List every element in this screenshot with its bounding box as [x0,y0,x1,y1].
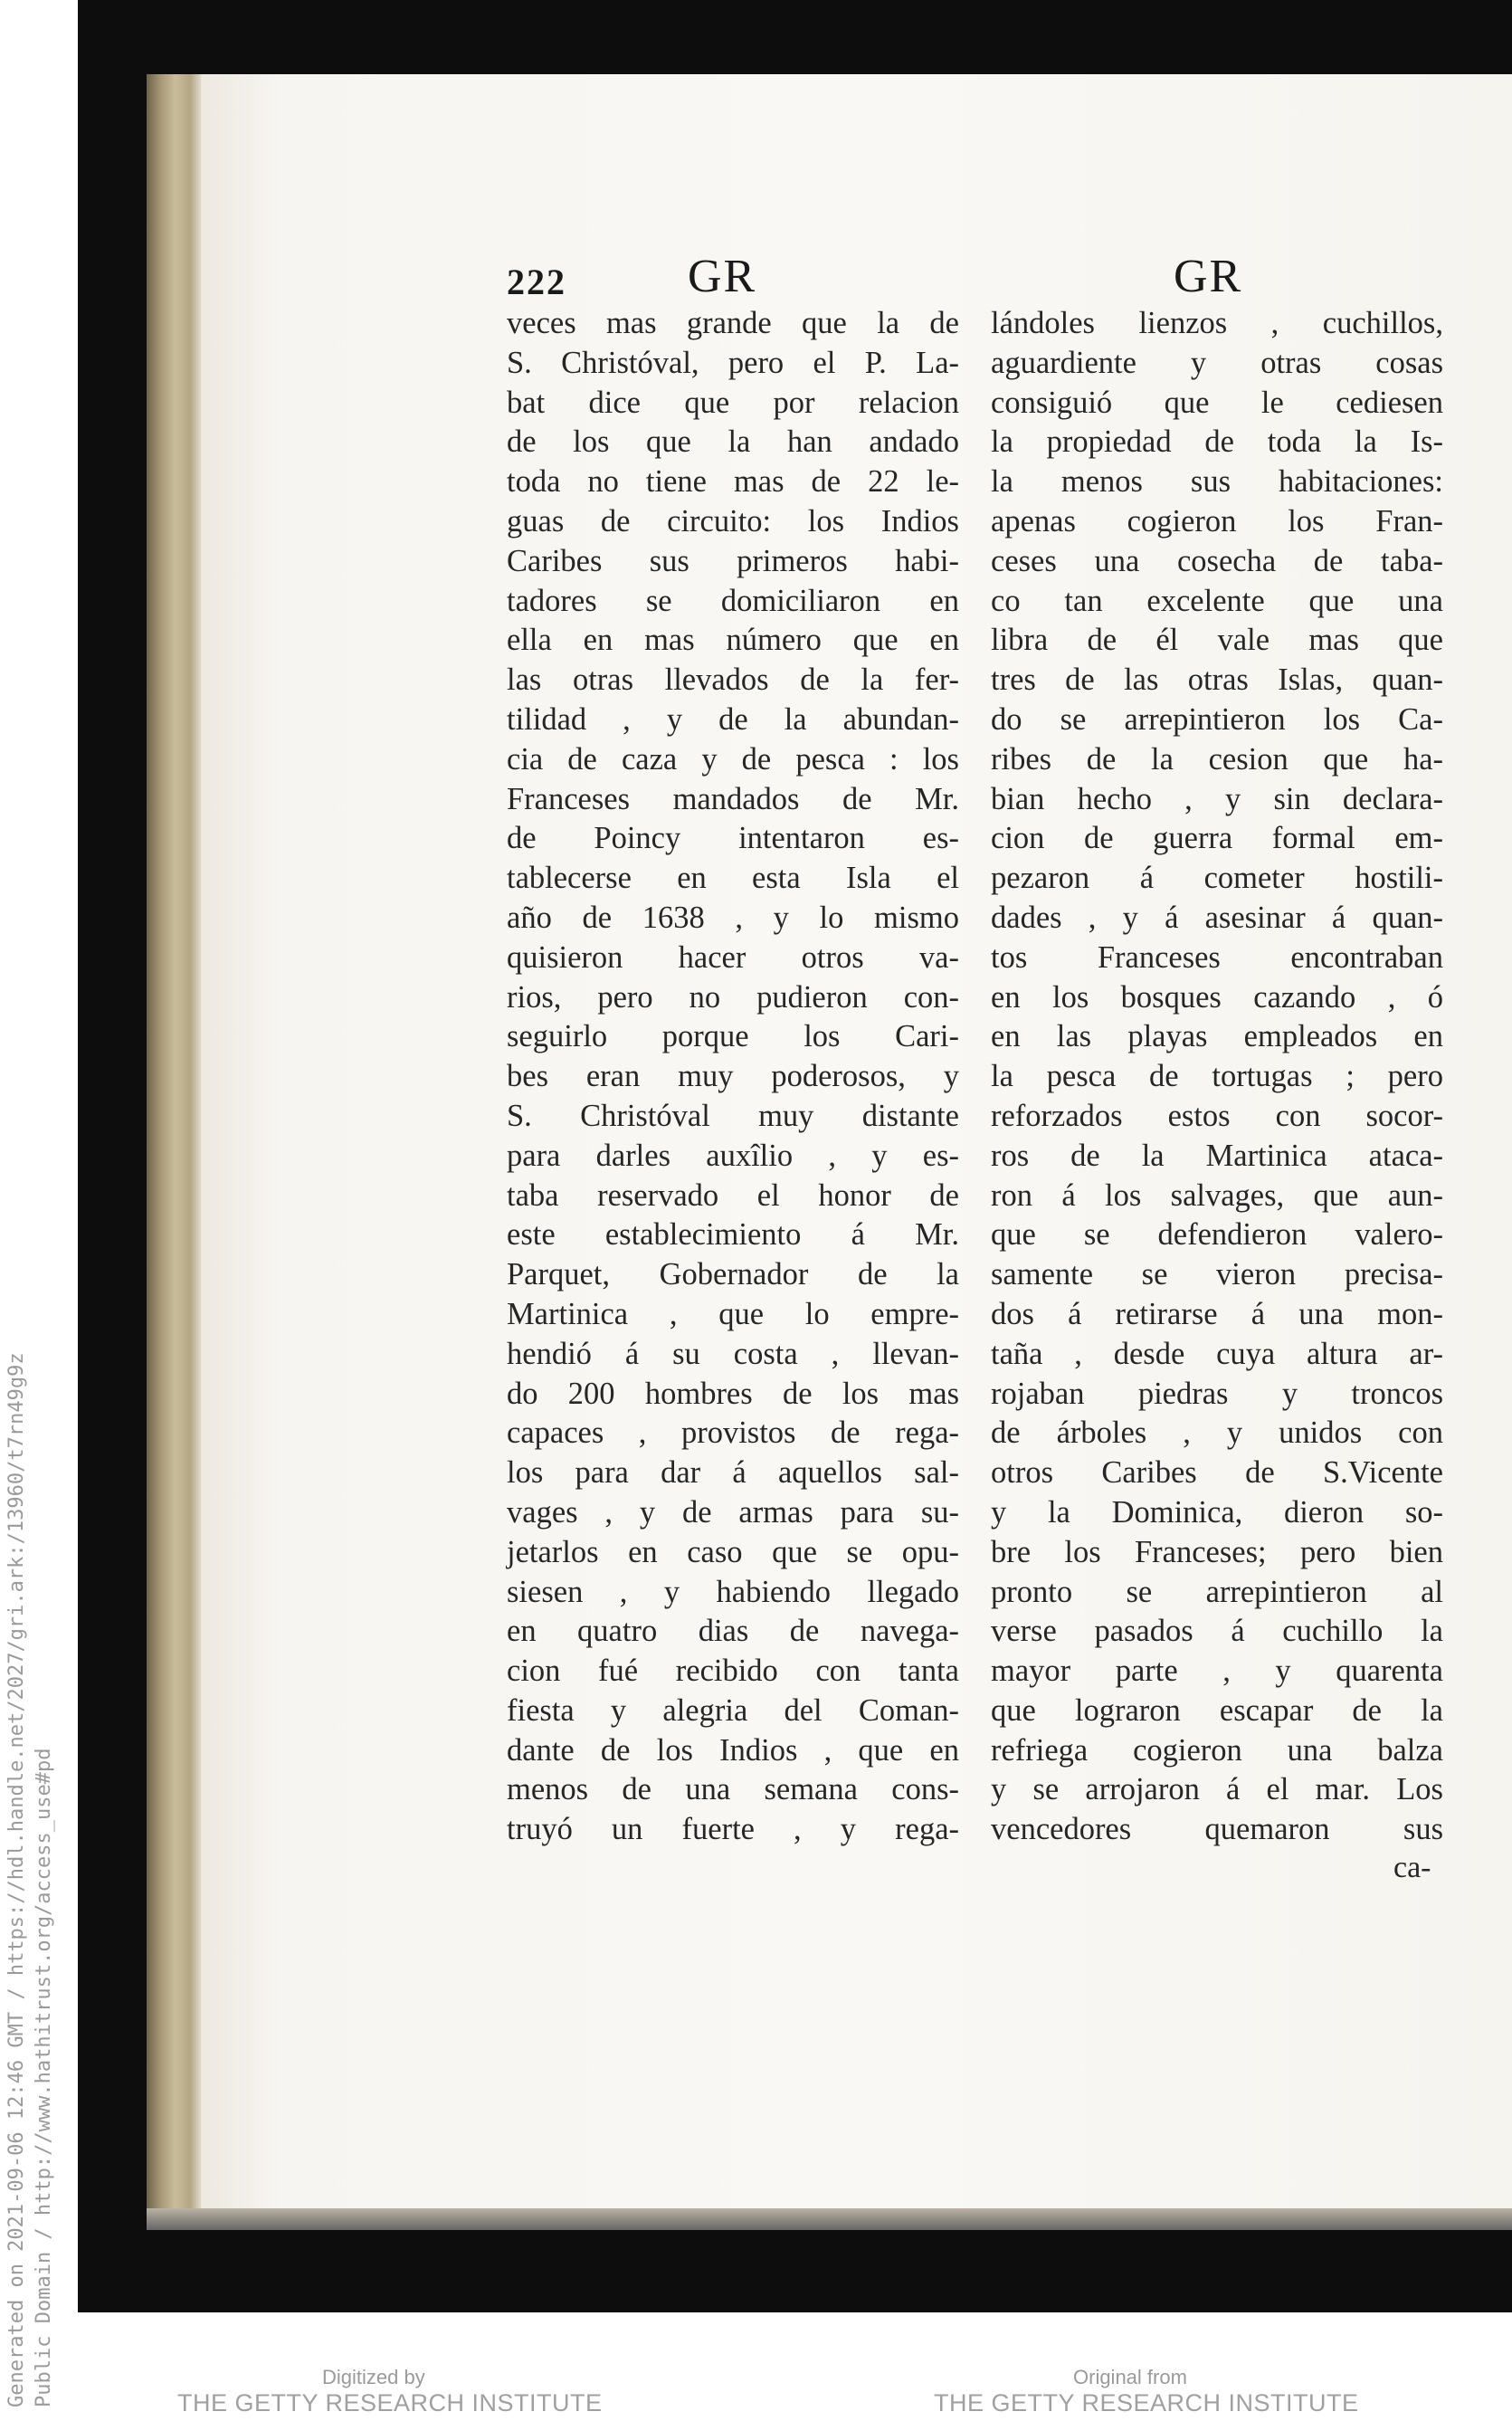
text-line: fiesta y alegria del Coman- [507,1692,959,1728]
text-line: las otras llevados de la fer- [507,662,959,698]
text-line: la menos sus habitaciones: [991,464,1443,500]
text-line: guas de circuito: los Indios [507,503,959,539]
digitized-by-label: Digitized by [322,2366,425,2388]
text-line: vencedores quemaron sus [991,1812,1443,1847]
text-line: rios, pero no pudieron con- [507,979,959,1015]
page-bottom-edge [147,2208,1512,2230]
watermark-text [4,1352,58,2407]
text-line: co tan excelente que una [991,583,1443,618]
text-line: Martinica , que lo empre- [507,1296,959,1331]
text-line: para darles auxîlio , y es- [507,1138,959,1173]
text-line: libra de él vale mas que [991,623,1443,658]
page-number: 222 [507,262,566,302]
text-line: rojaban piedras y troncos [991,1376,1443,1411]
text-line: y se arrojaron á el mar. Los [991,1772,1443,1807]
text-line: Caribes sus primeros habi- [507,543,959,578]
original-from-institution: THE GETTY RESEARCH INSTITUTE [934,2389,1359,2416]
text-line: vages , y de armas para su- [507,1494,959,1530]
text-line: truyó un fuerte , y rega- [507,1812,959,1847]
watermark-line-1: Generated on 2021-09-06 12:46 GMT / https://hdl.handle.net/2027/gri.ark:/13960/t7rn49g9z [5,1352,28,2407]
text-line: que se defendieron valero- [991,1217,1443,1253]
text-line: ron á los salvages, que aun- [991,1177,1443,1213]
watermark-line-2: Public Domain / http://www.hathitrust.org/access_use#pd [33,1748,55,2407]
text-line: tilidad , y de la abundan- [507,701,959,737]
text-line: quisieron hacer otros va- [507,939,959,975]
text-line: tos Franceses encontraban [991,939,1443,975]
text-line: pronto se arrepintieron al [991,1574,1443,1609]
text-line: dades , y á asesinar á quan- [991,900,1443,935]
text-line: toda no tiene mas de 22 le- [507,464,959,500]
text-line: año de 1638 , y lo mismo [507,900,959,935]
text-line: hendió á su costa , llevan- [507,1336,959,1371]
text-line: jetarlos en caso que se opu- [507,1534,959,1569]
text-line: S. Christóval, pero el P. La- [507,345,959,380]
text-line: siesen , y habiendo llegado [507,1574,959,1609]
text-line: seguirlo porque los Cari- [507,1019,959,1054]
text-line: tablecerse en esta Isla el [507,861,959,896]
text-line: bian hecho , y sin declara- [991,781,1443,816]
text-line: dante de los Indios , que en [507,1732,959,1768]
text-line: S. Christóval muy distante [507,1098,959,1133]
catchword: ca- [1393,1851,1431,1884]
original-from-label: Original from [1073,2366,1187,2388]
text-line: taña , desde cuya altura ar- [991,1336,1443,1371]
text-line: este establecimiento á Mr. [507,1217,959,1253]
text-line: menos de una semana cons- [507,1772,959,1807]
text-line: ceses una cosecha de taba- [991,543,1443,578]
text-line: cion de guerra formal em- [991,821,1443,856]
text-line: de árboles , y unidos con [991,1415,1443,1451]
text-line: veces mas grande que la de [507,306,959,340]
text-line: cion fué recibido con tanta [507,1654,959,1689]
running-head-left: GR [688,251,757,302]
text-line: Parquet, Gobernador de la [507,1257,959,1292]
text-line: en los bosques cazando , ó [991,979,1443,1015]
text-line: bre los Franceses; pero bien [991,1534,1443,1569]
text-line: pezaron á cometer hostili- [991,861,1443,896]
text-line: verse pasados á cuchillo la [991,1614,1443,1649]
text-line: samente se vieron precisa- [991,1257,1443,1292]
text-line: ella en mas número que en [507,623,959,658]
text-column-right [991,304,1443,1850]
text-line: la pesca de tortugas ; pero [991,1059,1443,1094]
text-line: que lograron escapar de la [991,1692,1443,1728]
text-line: apenas cogieron los Fran- [991,503,1443,539]
book-gutter [147,74,204,2228]
text-line: otros Caribes de S.Vicente [991,1455,1443,1491]
text-line: consiguió que le cediesen [991,385,1443,420]
text-line: en las playas empleados en [991,1019,1443,1054]
text-line: bes eran muy poderosos, y [507,1059,959,1094]
text-line: de Poincy intentaron es- [507,821,959,856]
digitized-by-institution: THE GETTY RESEARCH INSTITUTE [177,2389,603,2416]
text-line: ros de la Martinica ataca- [991,1138,1443,1173]
text-line: taba reservado el honor de [507,1177,959,1213]
text-line: do se arrepintieron los Ca- [991,701,1443,737]
running-head-right: GR [1174,251,1243,302]
text-line: tadores se domiciliaron en [507,583,959,618]
text-line: ribes de la cesion que ha- [991,741,1443,777]
text-line: la propiedad de toda la Is- [991,424,1443,460]
text-line: de los que la han andado [507,424,959,460]
text-line: dos á retirarse á una mon- [991,1296,1443,1331]
text-line: en quatro dias de navega- [507,1614,959,1649]
text-line: capaces , provistos de rega- [507,1415,959,1451]
text-line: refriega cogieron una balza [991,1732,1443,1768]
text-line: cia de caza y de pesca : los [507,741,959,777]
text-column-left [507,304,959,1850]
text-line: tres de las otras Islas, quan- [991,662,1443,698]
text-line: mayor parte , y quarenta [991,1654,1443,1689]
text-line: aguardiente y otras cosas [991,345,1443,380]
text-line: y la Dominica, dieron so- [991,1494,1443,1530]
text-line: Franceses mandados de Mr. [507,781,959,816]
text-line: los para dar á aquellos sal- [507,1455,959,1491]
hathitrust-watermark [0,0,78,2421]
text-line: bat dice que por relacion [507,385,959,420]
text-line: reforzados estos con socor- [991,1098,1443,1133]
text-line: lándoles lienzos , cuchillos, [991,306,1443,340]
text-line: do 200 hombres de los mas [507,1376,959,1411]
